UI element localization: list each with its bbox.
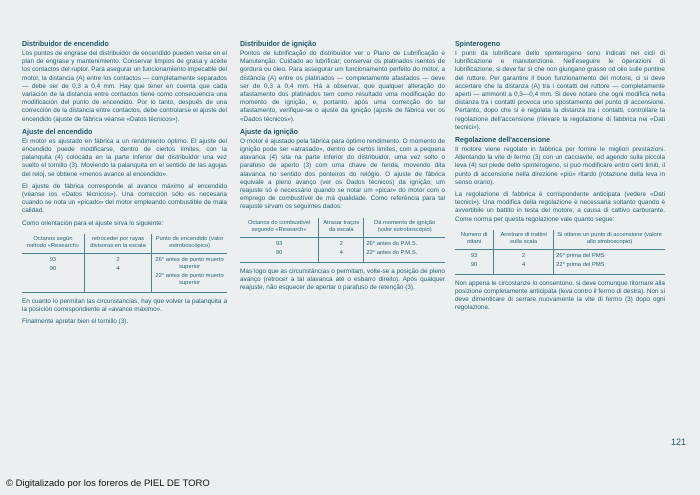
table-cell: 90 — [49, 265, 57, 272]
table-header: Punto de encendido (valor estroboscópico) — [152, 234, 227, 254]
heading-distribuidor-encendido: Distribuidor de encendido — [22, 41, 109, 48]
column-portuguese — [240, 40, 445, 296]
paragraph: Mas logo que as circunstâncias o permitam, volte-se a posição de pleno avanço (retrocer a tal alavanca até o esbarro direito). Após qualquer reajuste, não esquecer de apertar o parafuso de retenção (3). — [240, 267, 445, 292]
section-ajuste-encendido — [22, 128, 227, 327]
table-cell: 93 — [275, 240, 283, 247]
section-spinterogeno — [455, 40, 665, 132]
heading-spinterogeno: Spinterogeno — [455, 41, 501, 48]
paragraph: Como orientación para el ajuste sirva lo siguiente: — [22, 219, 164, 227]
table-cell: 4 — [339, 249, 343, 256]
paragraph: I punti da lubrificare dello spinterogeno sono indicati nei cicli di lubrificazione e manutenzione. Nell'eseguire le operazioni di lubrificazione, si deve far sì che non giungano grasso od olio sulle puntine del ruttore. Per garantire il buon funzionamento del motore, ci si deve accertare che la distanza (A) tra i contatti del ruttore — completamente aperti — ammonti a 0,3—0,4 mm. Si deve notare che ogni modifica nella distanza tra i contatti provoca uno spostamento del punto di accensione. Pertanto, dopo che si è regolata la distanza tra i contatti, controllare la regolazione dell'accensione (rilevare la regolazione di fabbrica nei «Dati tecnici»). — [455, 50, 665, 131]
paragraph: La regolazione di fabbrica è corrispondente anticipata (vedere «Dati tecnici»). Una modifica della regolazione è necessaria soltanto quando è avvertibile un battito in testa del motore, a causa di cattivo carburante. Come norma per questa regolazione vale quanto segue: — [455, 191, 665, 223]
column-spanish — [22, 40, 227, 330]
table-header: Octanos do combustível segundo «Research» — [240, 218, 319, 238]
paragraph: Los puntos de engrase del distribuidor de encendido pueden verse en el plan de engrase y mantenimiento. Conservar limpios de grasa y aceite los contactos del ruptor. Para asegurar un funcionamiento impecable del motor, la distancia (A) entre los contactos — completamente separados — debe ser de 0,3 a 0,4 mm. Hay que tener en cuenta que cada variación de la distancia entre contactos tiene como consecuencia una modificación del punto de encendido. Por lo tanto, después de una corrección de la distancia entre contactos, debe controlarse el ajuste del encendido (ajuste de fábrica véanse «Datos técnicos»). — [22, 50, 227, 123]
table-cell: 2 — [116, 256, 120, 263]
section-distribuidor-ignicao — [240, 40, 445, 124]
paragraph: El motor es ajustado en fábrica a un rendimiento óptimo. El ajuste del encendido puede modificarse, dentro de ciertos límites, con la palanquita (4) colocada en la parte inferior del distribuidor una vez suelto el tornillo (3). Moviendo la palanquita en el sentido de las agujas del reloj, se obtiene «menos avance al encendido». — [22, 137, 227, 178]
table-header: retroceder por rayas divisoras en la escala — [84, 234, 151, 254]
table-cell: 26° antes de punto muerto superior — [155, 256, 224, 270]
table-row — [240, 237, 445, 262]
ignition-table-italian — [455, 230, 665, 275]
paragraph: O motor é ajustado pela fábrica para óptimo rendimento. O momento de ignição pode ser «atrasado», dentro de certos limites, com a pequena alavanca (4) sita na parte inferior do distribuidor, uma vez solto o parafuso de aperto (3) com uma chave de fenda, movendo dita alavanca no sentido dos ponteiros do relógio. O ajuste de fábrica equivale a pleno avanço (ver os Dados técnicos) da ignição; um reajuste só é necessário quando se notar um «picar» do motor com o emprego de combustível de má qualidade. Como referência para tal reajuste sirvam os seguintes dados: — [240, 137, 445, 211]
table-header: Arretrare di trattini sulla scala — [494, 230, 554, 250]
table-cell: 22° prima del PMS — [556, 261, 605, 268]
table-cell: 4 — [522, 261, 526, 268]
footer-credit: © Digitalizado por los foreros de PIEL DE TORO — [6, 478, 210, 489]
table-row — [455, 249, 665, 274]
table-cell: 2 — [339, 240, 343, 247]
table-cell: 93 — [470, 252, 478, 259]
table-cell: 90 — [275, 249, 283, 256]
heading-regolazione-accensione: Regolazione dell'accensione — [455, 137, 551, 145]
paragraph: Non appena le circostanze lo consentono, si deve comunque ritornare alla posizione completamente anticipata (leva contro il fermo di destra). Non si deve dimenticare di serrare nuovamente la vite di fermo (3) dopo ogni regolazione. — [455, 279, 665, 312]
section-regolazione-accensione — [455, 136, 665, 313]
table-header: Atrasar traços da escala — [319, 218, 364, 238]
ignition-table-portuguese — [240, 218, 445, 263]
table-cell: 90 — [470, 261, 478, 268]
table-cell: 2 — [522, 252, 526, 259]
paragraph: Pontos de lubrificação do distribuidor ver o Plano de Lubrificação e Manutenção. Cuidado ao lubrificar; conservar os platinados isentos de gordura ou óleo. Para assegurar um funcionamento perfeito do motor, a distância (A) entre os platinados — completamente afastados — deve ser de 0,3 a 0,4 mm. Há a observar, que qualquer alteração do afastamento dos platinados tem como resultado uma modificação do momento de ignição, e, portanto, após uma correcção do tal afastamento, verifique-se o ajuste da ignição (ajuste de fábrica ver os «Dados técnicos»). — [240, 50, 445, 123]
table-header: Dá momento de ignição (valor estroboscópio) — [364, 218, 445, 238]
paragraph: En cuanto lo permitan las circunstancias, hay que volver la palanquita a la posición correspondiente al «avance máximo». — [22, 297, 227, 314]
ignition-table-spanish — [22, 234, 227, 293]
column-italian — [455, 40, 665, 317]
table-cell: 26° antes do P.M.S. — [366, 240, 418, 247]
heading-ajuste-encendido: Ajuste del encendido — [22, 128, 93, 136]
table-cell: 93 — [49, 256, 57, 263]
table-cell: 22° antes do P.M.S. — [366, 249, 418, 256]
paragraph: El ajuste de fábrica corresponde al avance máximo al encendido (véanse los «Datos técnicos»). Una corrección sólo es necesaria cuando se nota un «picado» del motor empleando combustible de mala calidad. — [22, 182, 227, 215]
table-cell: 26° prima del PMS — [556, 252, 605, 259]
table-header: Si ottiene un punto di accensione (valore allo stroboscopio) — [554, 230, 665, 250]
table-cell: 22° antes de punto muerto superior — [155, 272, 224, 286]
heading-ajuste-ignicao: Ajuste da ignição — [240, 128, 298, 136]
table-cell: 4 — [116, 265, 120, 272]
table-row — [22, 253, 227, 292]
table-header: Numero di ottani — [455, 230, 494, 250]
page-number: 121 — [670, 437, 686, 447]
paragraph: Il motore viene regolato in fabbrica per fornire le migliori prestazioni. Allentando la vite di fermo (3) con un cacciavite, ed agendo sulla piccola leva (4) sul piede dello spinterogeno, si può modificare entro certi limiti, il punto di accensione nella direzione «più» ritardo (rotazione della leva in senso orario). — [455, 146, 665, 186]
paragraph: Finalmente apretar bien el tornillo (3). — [22, 318, 129, 326]
section-distribuidor-encendido — [22, 40, 227, 124]
table-header: Octanos según método «Research» — [22, 234, 84, 254]
section-ajuste-ignicao — [240, 128, 445, 292]
heading-distribuidor-ignicao: Distribuidor de ignição — [240, 41, 317, 48]
